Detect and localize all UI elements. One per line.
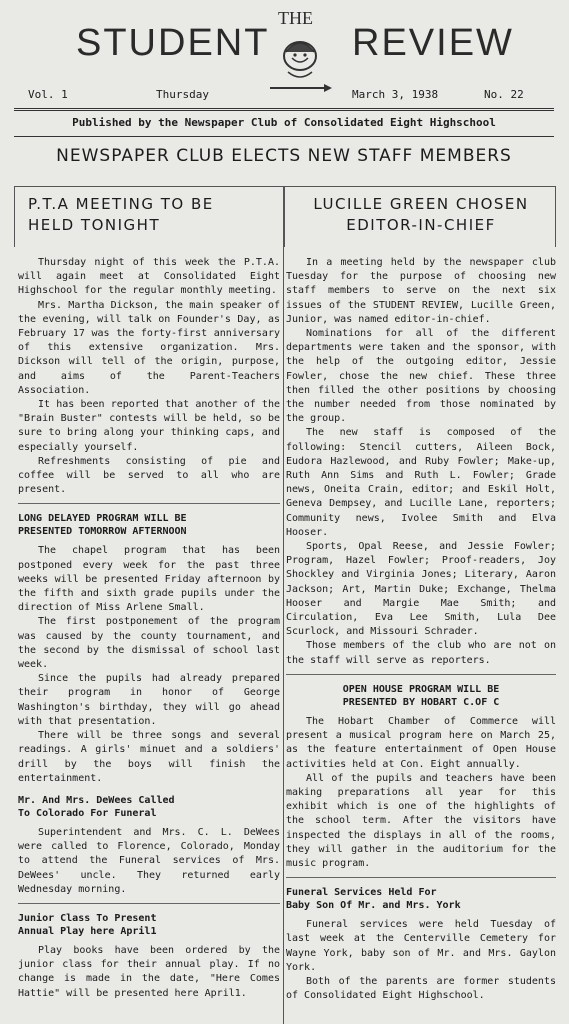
- masthead: [8, 8, 561, 92]
- right-column: [286, 186, 556, 1024]
- green-paragraph-5: Those members of the club who are not on the staff will serve as reporters.: [286, 640, 556, 666]
- program-paragraph-1: The chapel program that has been postponed every week for the past three weeks will be presented Friday afternoon by the fifth and sixth grade pupils under the direction of Miss Arlene Small.: [18, 545, 280, 614]
- pta-headline: P.T.A MEETING TO BE HELD TONIGHT: [28, 195, 214, 234]
- banner-headline: NEWSPAPER CLUB ELECTS NEW STAFF MEMBERS: [56, 146, 512, 166]
- program-paragraph-4: There will be three songs and several readings. A girls' minuet and a soldiers' drill by the boys will finish the entertainment.: [18, 730, 280, 784]
- openhouse-headline: OPEN HOUSE PROGRAM WILL BE PRESENTED BY HOBART C.OF C: [342, 683, 500, 708]
- funeral-headline: Funeral Services Held For Baby Son Of Mr. and Mrs. York: [286, 887, 461, 912]
- program-paragraph-3: Since the pupils had already prepared their program in honor of George Washington's birthday, they will go ahead with that presentation.: [18, 673, 280, 727]
- volume-label: Vol. 1: [28, 88, 68, 101]
- story-divider: [18, 903, 280, 904]
- publisher-line: Published by the Newspaper Club of Consolidated Eight Highschool: [72, 116, 496, 129]
- pta-paragraph-2: Mrs. Martha Dickson, the main speaker of the evening, will talk on Founder's Day, as February 17 was the forty-first anniversary of this extensive organization. Mrs. Dickson will tell of the origin, purpose, and aims of the Parent-Teachers Association.: [18, 299, 280, 396]
- junior-headline: Junior Class To Present Annual Play here April1: [18, 912, 157, 937]
- dewees-headline: Mr. And Mrs. DeWees Called To Colorado For Funeral: [18, 794, 175, 819]
- masthead-title-the: THE: [278, 8, 313, 28]
- top-rule: [14, 108, 554, 109]
- story-divider: [286, 674, 556, 675]
- column-divider: [283, 186, 284, 1024]
- masthead-title-left: STUDENT: [76, 22, 270, 64]
- program-headline: LONG DELAYED PROGRAM WILL BE PRESENTED TOMORROW AFTERNOON: [18, 513, 187, 538]
- dewees-paragraph-1: Superintendent and Mrs. C. L. DeWees were called to Florence, Colorado, Monday to attend the Funeral services of Mrs. DeWees' uncle. They returned early Wednesday morning.: [18, 826, 280, 895]
- funeral-paragraph-1: Funeral services were held Tuesday of last week at the Centerville Cemetery for Wayne York, baby son of Mr. and Mrs. Gaylon York.: [286, 919, 556, 973]
- date-label: March 3, 1938: [352, 88, 439, 101]
- publisher-rule: [14, 136, 554, 137]
- day-label: Thursday: [156, 88, 209, 101]
- green-paragraph-1: In a meeting held by the newspaper club Tuesday for the purpose of choosing new staff members to serve on the next six issues of the STUDENT REVIEW, Lucille Green, Junior, was named editor-in-chief.: [286, 257, 556, 325]
- top-rule-double: [14, 110, 554, 111]
- green-paragraph-2: Nominations for all of the different departments were taken and the sponsor, with the help of the outgoing editor, Jessie Fowler, chose the new chief. These three then filled the other positions by choosing the number needed from those nominated by the group.: [286, 328, 556, 425]
- pta-paragraph-3: It has been reported that another of the "Brain Buster" contests will be held, so be sure to bring along your thinking caps, and especially yourself.: [18, 399, 280, 453]
- openhouse-paragraph-1: The Hobart Chamber of Commerce will present a musical program here on March 25, as the feature entertainment of Open House activities held at Con. Eight annually.: [286, 715, 556, 770]
- left-column: [18, 186, 280, 1024]
- pta-paragraph-1: Thursday night of this week the P.T.A. will again meet at Consolidated Eight Highschool for the regular monthly meeting.: [18, 257, 280, 297]
- issue-number: No. 22: [484, 88, 524, 101]
- story-divider: [18, 503, 280, 504]
- openhouse-paragraph-2: All of the pupils and teachers have been making preparations all year for this exhibit which is one of the highlights of the school term. After the visitors have inspected the displays in all of the rooms, they will gather in the auditorium for the music program.: [286, 772, 556, 869]
- dateline: [28, 88, 548, 106]
- junior-paragraph-1: Play books have been ordered by the junior class for their annual play. If no change is made in the date, "Here Comes Hattie" will be presented here April1.: [18, 944, 280, 999]
- masthead-title-right: REVIEW: [352, 22, 514, 64]
- green-headline: LUCILLE GREEN CHOSEN EDITOR-IN-CHIEF: [313, 195, 529, 234]
- program-paragraph-2: The first postponement of the program was caused by the county tournament, and the second by the dismissal of school last week.: [18, 616, 280, 671]
- story-divider: [286, 877, 556, 878]
- green-paragraph-3: The new staff is composed of the following: Stencil cutters, Aileen Bock, Eudora Hazlewood, and Ruby Fowler; Make-up, Ruth Ann Sims and Ruth L. Fowler; Grade news, Oneita Crain, editor; and Eskil Holt, Geneva Dempsey, and Lucille Lane, reporters; Community news, Ivolee Smith and Elva Hooser.: [286, 427, 556, 538]
- green-paragraph-4: Sports, Opal Reese, and Jessie Fowler; Program, Hazel Fowler; Proof-readers, Joy Shockley and Virginia Jones; Literary, Aaron Jackson; Art, Martin Duke; Exchange, Thelma Hooser and Margie Mae Smith; and Circulation, Eva Lee Smith, Lula Dee Scurlock, and Missouri Schrader.: [286, 541, 556, 638]
- pta-paragraph-4: Refreshments consisting of pie and coffee will be served to all who are present.: [18, 455, 280, 496]
- funeral-paragraph-2: Both of the parents are former students of Consolidated Eight Highschool.: [286, 975, 556, 1002]
